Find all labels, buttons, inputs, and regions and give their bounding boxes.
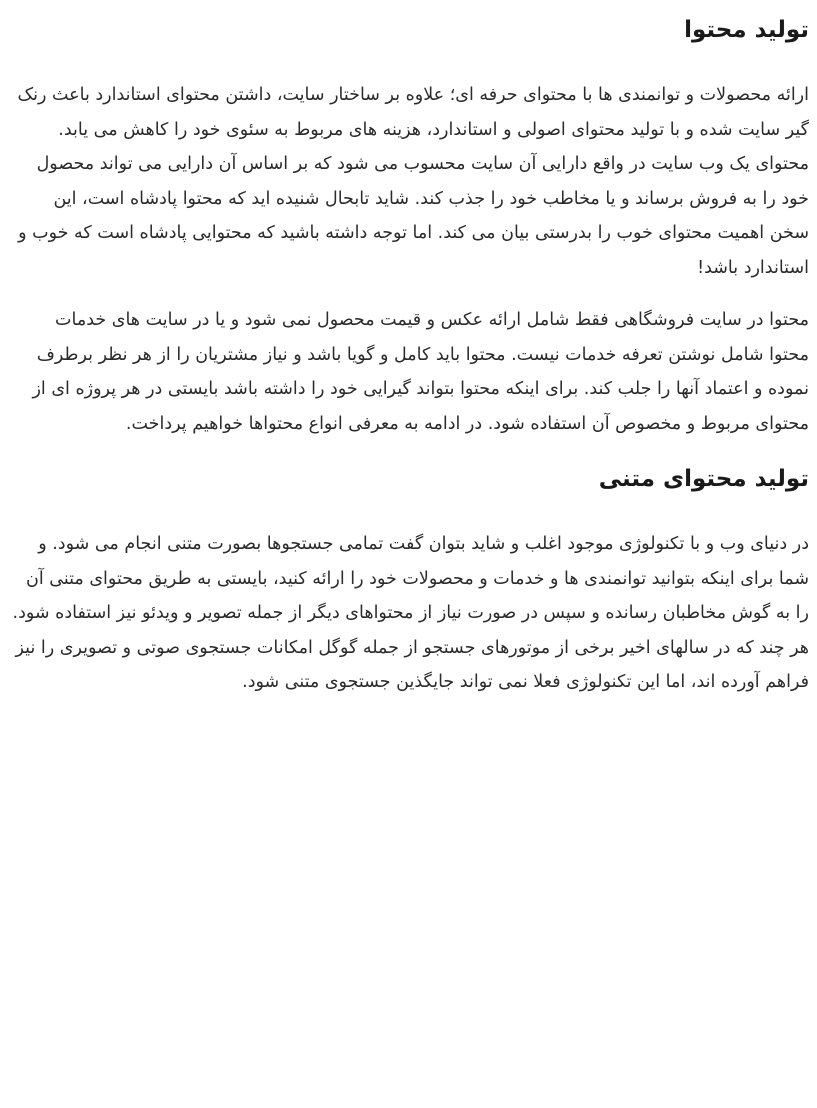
section-heading-text-content: تولید محتوای متنی [598, 466, 809, 492]
paragraph-store-content: محتوا در سایت فروشگاهی فقط شامل ارائه عکس و قیمت محصول نمی شود و یا در سایت های خدمات محتوا شامل نوشتن تعرفه خدمات نیست. محتوا باید کامل و گویا باشد و نیاز مشتریان را از هر نظر برطرف نموده و اعتماد آنها را جلب کند. برای اینکه محتوا بتواند گیرایی خود را داشته باشد بایستی در هر پروژه ای از محتوای مربوط و مخصوص آن استفاده شود. در ادامه به معرفی انواع محتواها خواهیم پرداخت. [32, 310, 809, 434]
paragraph-intro: ارائه محصولات و توانمندی ها با محتوای حرفه ای؛ علاوه بر ساختار سایت، داشتن محتوای استاندارد باعث رنک گیر سایت شده و با تولید محتوای اصولی و استاندارد، هزینه های مربوط به سئوی خود را کاهش می یابد. محتوای یک وب سایت در واقع دارایی آن سایت محسوب می شود که بر اساس آن دارایی می تواند محصول خود را به فروش برساند و یا مخاطب خود را جذب کند. شاید تابحال شنیده اید که محتوا پادشاه است، این سخن اهمیت محتوای خوب را بدرستی بیان می کند. اما توجه داشته باشید که محتوایی پادشاه است که خوب و استاندارد باشد! [17, 85, 809, 278]
section-heading-content-production: تولید محتوا [684, 17, 809, 43]
paragraph-text-search: در دنیای وب و با تکنولوژی موجود اغلب و شاید بتوان گفت تمامی جستجوها بصورت متنی انجام می شود. و شما برای اینکه بتوانید توانمندی ها و خدمات و محصولات خود را ارائه کنید، بایستی به طریق محتوای متنی آن را به گوش مخاطبان رسانده و سپس در صورت نیاز از محتواهای دیگر از جمله تصویر و ویدئو نیز استفاده شود. هر چند که در سالهای اخیر برخی از موتورهای جستجو از جمله گوگل امکانات جستجوی صوتی و تصویری را نیز فراهم آورده اند، اما این تکنولوژی فعلا نمی تواند جایگذین جستجوی متنی شود. [12, 534, 809, 692]
